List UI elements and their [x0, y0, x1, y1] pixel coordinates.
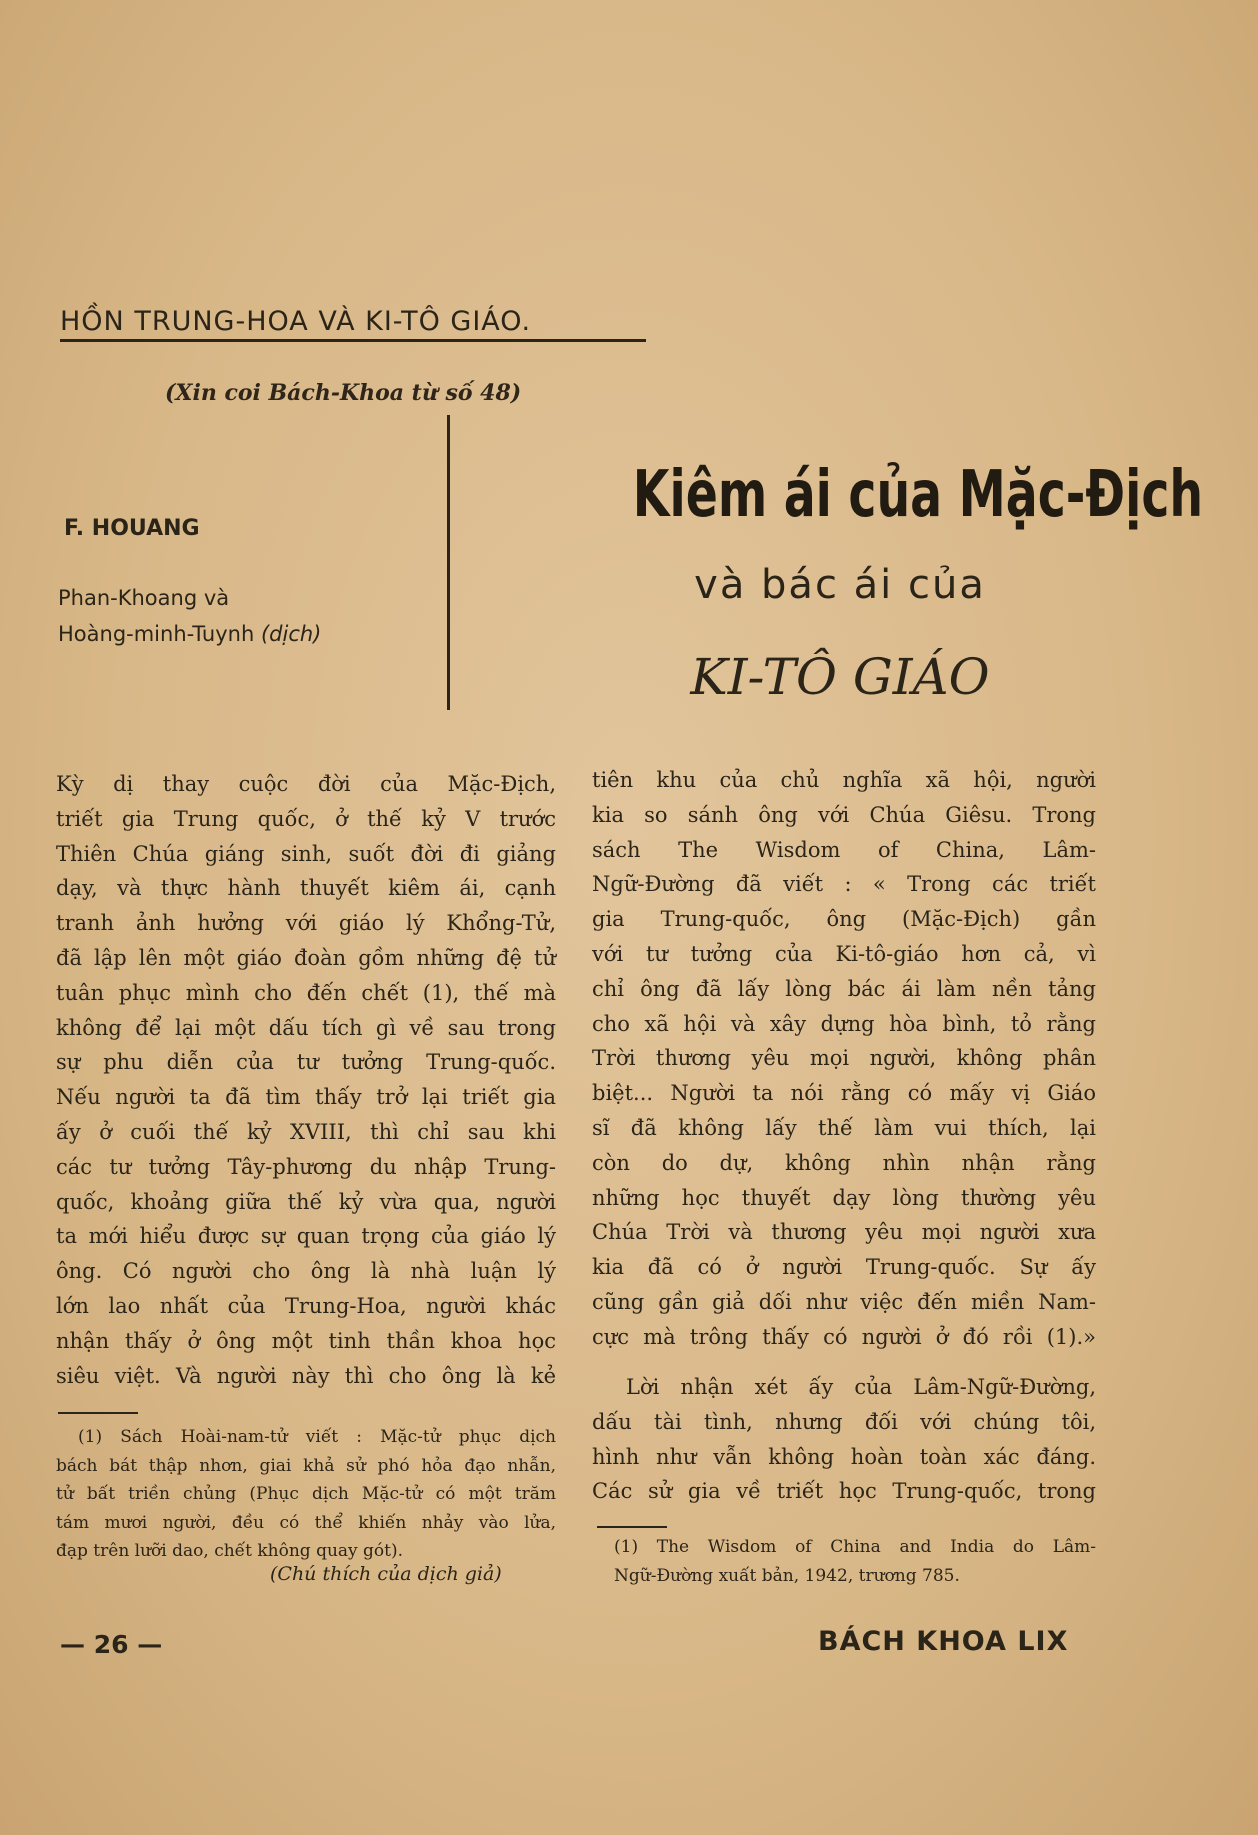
translator-role: (dịch) — [260, 622, 322, 646]
body-column-left — [56, 767, 556, 1393]
body-line: ông. Có người cho ông là nhà luận lý — [56, 1259, 556, 1284]
body-line: Các sử gia về triết học Trung-quốc, trong — [592, 1479, 1096, 1504]
article-subtitle: và bác ái của — [694, 562, 986, 608]
body-line: với tư tưởng của Ki-tô-giáo hơn cả, vì — [592, 941, 1096, 966]
article-title: Kiêm ái của Mặc-Địch — [632, 458, 1204, 532]
body-line: cũng gần giả dối như việc đến miền Nam- — [592, 1289, 1096, 1314]
body-line: những học thuyết dạy lòng thường yêu — [592, 1185, 1096, 1210]
body-line: hình như vẫn không hoàn toàn xác đáng. — [592, 1444, 1096, 1469]
body-line: biệt... Người ta nói rằng có mấy vị Giáo — [592, 1081, 1096, 1106]
footnote-line: tám mươi người, đều có thể khiến nhảy vào lửa, — [56, 1512, 556, 1533]
footnote-line: (1) Sách Hoài-nam-tử viết : Mặc-tử phục dịch — [78, 1427, 556, 1447]
footnote-left — [56, 1423, 556, 1566]
body-line: tiên khu của chủ nghĩa xã hội, người — [592, 768, 1096, 792]
body-column-right — [592, 763, 1096, 1355]
body-line: cực mà trông thấy có người ở đó rồi (1).» — [592, 1324, 1096, 1349]
body-line: các tư tưởng Tây-phương du nhập Trung- — [56, 1154, 556, 1179]
body-line: triết gia Trung quốc, ở thế kỷ V trước — [56, 806, 556, 831]
body-line: gia Trung-quốc, ông (Mặc-Địch) gần — [592, 907, 1096, 932]
page-number: — 26 — — [60, 1630, 163, 1659]
body-line: Kỳ dị thay cuộc đời của Mặc-Địch, — [56, 772, 556, 796]
body-line: Ngữ-Đường đã viết : « Trong các triết — [592, 872, 1096, 897]
body-column-right-paragraph-2 — [592, 1370, 1096, 1509]
body-line: kia so sánh ông với Chúa Giêsu. Trong — [592, 802, 1096, 827]
footnote-line: (1) The Wisdom of China and India do Lâm- — [614, 1537, 1096, 1557]
body-line: Lời nhận xét ấy của Lâm-Ngữ-Đường, — [626, 1375, 1096, 1399]
vertical-divider — [447, 415, 450, 710]
translator-credit — [58, 580, 321, 652]
footnote-rule-left — [58, 1412, 138, 1414]
body-line: lớn lao nhất của Trung-Hoa, người khác — [56, 1293, 556, 1318]
author-name: F. HOUANG — [64, 516, 200, 541]
body-line: kia đã có ở người Trung-quốc. Sự ấy — [592, 1255, 1096, 1280]
body-line: sĩ đã không lấy thế làm vui thích, lại — [592, 1115, 1096, 1140]
body-line: sách The Wisdom of China, Lâm- — [592, 837, 1096, 862]
body-line: cho xã hội và xây dựng hòa bình, tỏ rằng — [592, 1011, 1096, 1036]
body-line: dạy, và thực hành thuyết kiêm ái, cạnh — [56, 876, 556, 901]
body-line: siêu việt. Và người này thì cho ông là kẻ — [56, 1363, 556, 1388]
section-title: HỒN TRUNG-HOA VÀ KI-TÔ GIÁO. — [60, 306, 646, 342]
body-line: Nếu người ta đã tìm thấy trở lại triết gia — [56, 1085, 556, 1110]
footnote-line: Ngữ-Đường xuất bản, 1942, trương 785. — [614, 1565, 960, 1586]
body-line: ta mới hiểu được sự quan trọng của giáo lý — [56, 1224, 556, 1249]
footnote-line: tử bất triền chủng (Phục dịch Mặc-tử có một trăm — [56, 1484, 556, 1504]
body-line: quốc, khoảng giữa thế kỷ vừa qua, người — [56, 1189, 556, 1214]
footnote-credit: (Chú thích của dịch giả) — [270, 1563, 502, 1585]
footnote-line: đạp trên lưỡi dao, chết không quay gót). — [56, 1541, 404, 1561]
body-line: không để lại một dấu tích gì về sau trong — [56, 1015, 556, 1040]
translator-names: Hoàng-minh-Tuynh — [58, 622, 255, 646]
body-line: dấu tài tình, nhưng đối với chúng tôi, — [592, 1409, 1096, 1434]
body-line: ấy ở cuối thế kỷ XVIII, thì chỉ sau khi — [56, 1119, 556, 1144]
translator-line-2 — [58, 616, 321, 652]
body-line: Chúa Trời và thương yêu mọi người xưa — [592, 1220, 1096, 1245]
body-line: nhận thấy ở ông một tinh thần khoa học — [56, 1328, 556, 1353]
body-line: sự phu diễn của tư tưởng Trung-quốc. — [56, 1050, 556, 1075]
translator-line-1: Phan-Khoang và — [58, 586, 230, 610]
series-reference-note: (Xin coi Bách-Khoa từ số 48) — [165, 380, 522, 406]
magazine-name: BÁCH KHOA LIX — [818, 1626, 1069, 1657]
body-line: Thiên Chúa giáng sinh, suốt đời đi giảng — [56, 841, 556, 866]
body-line: đã lập lên một giáo đoàn gồm những đệ tử — [56, 945, 556, 970]
article-subtitle-emphasis: KI-TÔ GIÁO — [690, 648, 990, 706]
footnote-line: bách bát thập nhơn, giai khả sử phó hỏa đạo nhẫn, — [56, 1455, 556, 1476]
body-line: tranh ảnh hưởng với giáo lý Khổng-Tử, — [56, 911, 556, 936]
body-line: còn do dự, không nhìn nhận rằng — [592, 1150, 1096, 1175]
footnote-right — [614, 1533, 1096, 1590]
body-line: tuân phục mình cho đến chết (1), thế mà — [56, 980, 556, 1005]
footnote-rule-right — [597, 1526, 667, 1528]
body-line: chỉ ông đã lấy lòng bác ái làm nền tảng — [592, 976, 1096, 1001]
body-line: Trời thương yêu mọi người, không phân — [592, 1046, 1096, 1071]
